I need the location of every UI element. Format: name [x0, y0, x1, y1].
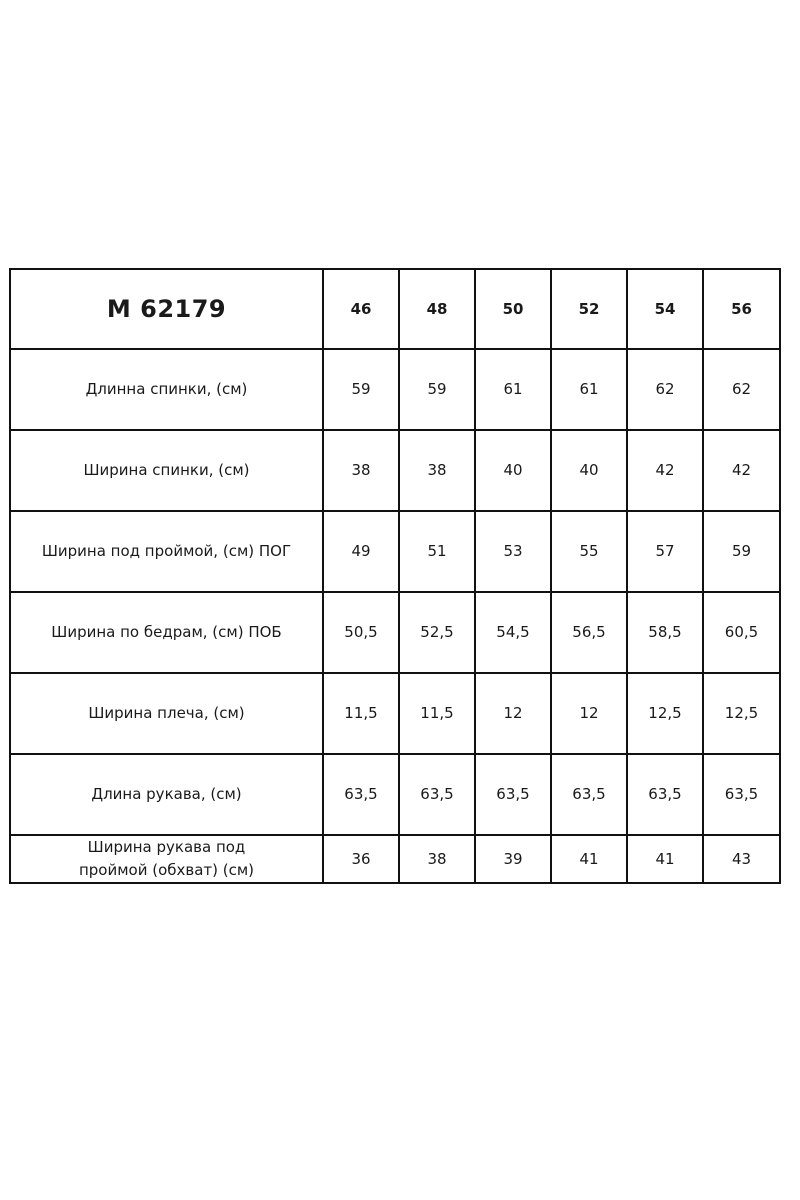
table-cell: 62 [627, 349, 703, 430]
model-number: M 62179 [10, 269, 323, 349]
size-header: 50 [475, 269, 551, 349]
table-row [10, 511, 780, 592]
table-cell: 50,5 [323, 592, 399, 673]
table-row [10, 835, 780, 883]
table-cell: 61 [551, 349, 627, 430]
row-label-back-width: Ширина спинки, (см) [10, 430, 323, 511]
table-cell: 63,5 [703, 754, 780, 835]
table-cell: 59 [399, 349, 475, 430]
table-cell: 53 [475, 511, 551, 592]
row-label-sleeve-length: Длина рукава, (см) [10, 754, 323, 835]
table-row [10, 673, 780, 754]
table-cell: 40 [475, 430, 551, 511]
table-cell: 56,5 [551, 592, 627, 673]
table-cell: 41 [551, 835, 627, 883]
table-cell: 49 [323, 511, 399, 592]
header-row [10, 269, 780, 349]
table-cell: 57 [627, 511, 703, 592]
table-cell: 12 [551, 673, 627, 754]
table-cell: 36 [323, 835, 399, 883]
table-row [10, 430, 780, 511]
table-row [10, 754, 780, 835]
table-cell: 38 [399, 430, 475, 511]
table-cell: 11,5 [399, 673, 475, 754]
table-cell: 52,5 [399, 592, 475, 673]
table-row [10, 592, 780, 673]
table-cell: 12 [475, 673, 551, 754]
table-cell: 38 [323, 430, 399, 511]
table-cell: 59 [703, 511, 780, 592]
row-label-shoulder-width: Ширина плеча, (см) [10, 673, 323, 754]
table-cell: 12,5 [703, 673, 780, 754]
table-cell: 42 [627, 430, 703, 511]
size-header: 54 [627, 269, 703, 349]
table-cell: 12,5 [627, 673, 703, 754]
table-cell: 63,5 [399, 754, 475, 835]
table-cell: 39 [475, 835, 551, 883]
table-cell: 43 [703, 835, 780, 883]
table-cell: 63,5 [323, 754, 399, 835]
size-header: 52 [551, 269, 627, 349]
table-cell: 59 [323, 349, 399, 430]
size-chart-table [9, 268, 781, 884]
table-cell: 63,5 [551, 754, 627, 835]
table-cell: 40 [551, 430, 627, 511]
table-cell: 60,5 [703, 592, 780, 673]
size-header: 56 [703, 269, 780, 349]
size-header: 46 [323, 269, 399, 349]
table-cell: 63,5 [627, 754, 703, 835]
table-cell: 38 [399, 835, 475, 883]
row-label-line: проймой (обхват) (см) [78, 861, 255, 879]
table-cell: 62 [703, 349, 780, 430]
row-label-back-length: Длинна спинки, (см) [10, 349, 323, 430]
row-label-sleeve-width [10, 835, 323, 883]
row-label-underarm-width: Ширина под проймой, (см) ПОГ [10, 511, 323, 592]
table-cell: 63,5 [475, 754, 551, 835]
row-label-hip-width: Ширина по бедрам, (см) ПОБ [10, 592, 323, 673]
table-row [10, 349, 780, 430]
table-cell: 54,5 [475, 592, 551, 673]
table-cell: 55 [551, 511, 627, 592]
row-label-line: Ширина рукава под [87, 838, 246, 856]
table-cell: 11,5 [323, 673, 399, 754]
table-cell: 41 [627, 835, 703, 883]
table-cell: 61 [475, 349, 551, 430]
table-cell: 42 [703, 430, 780, 511]
size-header: 48 [399, 269, 475, 349]
table-cell: 58,5 [627, 592, 703, 673]
table-cell: 51 [399, 511, 475, 592]
